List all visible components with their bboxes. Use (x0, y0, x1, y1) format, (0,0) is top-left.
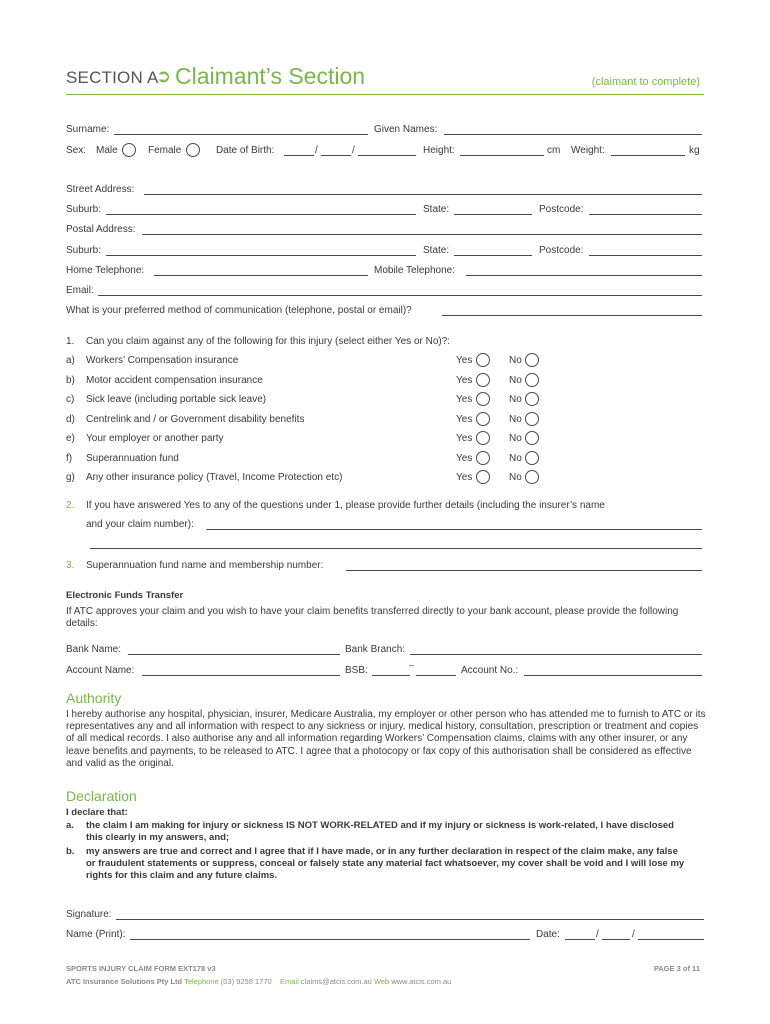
preferred-communication-label: What is your preferred method of communication (telephone, postal or email)? (66, 305, 412, 316)
yes-label: Yes (456, 472, 473, 483)
cm-unit: cm (547, 145, 561, 156)
no-radio[interactable] (525, 412, 539, 426)
yes-radio[interactable] (476, 451, 490, 465)
suburb-label: Suburb: (66, 204, 102, 215)
header-divider (66, 94, 704, 95)
postal-address-field[interactable] (142, 234, 702, 235)
dob-month-field[interactable] (321, 155, 351, 156)
no-radio[interactable] (525, 470, 539, 484)
signature-field[interactable] (116, 919, 704, 920)
yes-label: Yes (456, 394, 473, 405)
yes-label: Yes (456, 375, 473, 386)
account-number-field[interactable] (524, 675, 702, 676)
question-1-item-letter: c) (66, 394, 75, 405)
question-1-number: 1. (66, 336, 75, 347)
declaration-a-text: the claim I am making for injury or sickness IS NOT WORK-RELATED and if my injury or sickness is work-related, I have disclosed this clearly in my answers, and; (86, 820, 674, 844)
authority-title: Authority (66, 690, 122, 706)
question-1-item-letter: d) (66, 414, 75, 425)
date-separator: / (596, 929, 599, 940)
mobile-telephone-field[interactable] (466, 275, 702, 276)
question-2-field[interactable] (206, 529, 702, 530)
name-print-label: Name (Print): (66, 929, 126, 940)
yes-radio[interactable] (476, 470, 490, 484)
question-2-field-line2[interactable] (90, 548, 702, 549)
question-1-item-text: Centrelink and / or Government disability benefits (86, 414, 305, 425)
no-label: No (509, 433, 522, 444)
question-3-field[interactable] (346, 570, 702, 571)
question-1-item-text: Superannuation fund (86, 453, 179, 464)
home-telephone-field[interactable] (154, 275, 368, 276)
footer-telephone-label: Telephone (184, 977, 219, 986)
bsb-dash: – (409, 660, 415, 670)
no-label: No (509, 472, 522, 483)
weight-label: Weight: (571, 145, 605, 156)
postal-suburb-label: Suburb: (66, 245, 102, 256)
section-note: (claimant to complete) (591, 76, 700, 88)
postal-state-field[interactable] (454, 255, 532, 256)
yes-radio[interactable] (476, 353, 490, 367)
bsb-label: BSB: (345, 665, 368, 676)
question-1-item-text: Any other insurance policy (Travel, Income Protection etc) (86, 472, 343, 483)
date-month-field[interactable] (602, 939, 630, 940)
yes-radio[interactable] (476, 431, 490, 445)
date-separator: / (632, 929, 635, 940)
postal-address-label: Postal Address: (66, 224, 136, 235)
state-label: State: (423, 204, 450, 215)
no-radio[interactable] (525, 353, 539, 367)
yes-label: Yes (456, 453, 473, 464)
mobile-telephone-label: Mobile Telephone: (374, 265, 455, 276)
no-label: No (509, 355, 522, 366)
bank-branch-label: Bank Branch: (345, 644, 406, 655)
yes-radio[interactable] (476, 412, 490, 426)
postcode-label: Postcode: (539, 204, 584, 215)
declaration-title: Declaration (66, 788, 137, 804)
email-label: Email: (66, 285, 94, 296)
footer-web[interactable]: www.atcis.com.au (391, 977, 452, 986)
footer-email-label: Email (280, 977, 299, 986)
street-address-label: Street Address: (66, 184, 135, 195)
bank-name-label: Bank Name: (66, 644, 122, 655)
postal-suburb-field[interactable] (106, 255, 416, 256)
declaration-a-letter: a. (66, 820, 74, 831)
question-2-number: 2. (66, 500, 75, 511)
no-radio[interactable] (525, 392, 539, 406)
footer-page-number: PAGE 3 of 11 (653, 964, 700, 973)
postal-postcode-label: Postcode: (539, 245, 584, 256)
footer-web-label: Web (373, 977, 390, 986)
footer-email[interactable]: claims@atcis.com.au (300, 977, 372, 986)
section-label: SECTION A (66, 68, 159, 87)
footer-telephone: (03) 9258 1770 (220, 977, 272, 986)
male-radio[interactable] (122, 143, 136, 157)
date-day-field[interactable] (565, 939, 595, 940)
question-2-text-cont: and your claim number): (86, 519, 194, 530)
declaration-intro: I declare that: (66, 807, 128, 818)
male-label: Male (96, 145, 118, 156)
postal-postcode-field[interactable] (589, 255, 702, 256)
dob-day-field[interactable] (284, 155, 314, 156)
dob-separator: / (352, 145, 355, 156)
suburb-field[interactable] (106, 214, 416, 215)
eft-title: Electronic Funds Transfer (66, 590, 184, 601)
question-3-text: Superannuation fund name and membership number: (86, 560, 324, 571)
postal-state-label: State: (423, 245, 450, 256)
bank-branch-field[interactable] (410, 654, 702, 655)
date-label: Date: (536, 929, 560, 940)
bsb-field-2[interactable] (416, 675, 456, 676)
no-label: No (509, 414, 522, 425)
question-1-item-letter: a) (66, 355, 75, 366)
dob-year-field[interactable] (358, 155, 416, 156)
dob-separator: / (315, 145, 318, 156)
name-print-field[interactable] (130, 939, 530, 940)
eft-text: If ATC approves your claim and you wish to have your claim benefits transferred directly to your bank account, please provide the following details: (66, 606, 679, 630)
no-radio[interactable] (525, 431, 539, 445)
preferred-communication-field[interactable] (442, 315, 702, 316)
given-names-field[interactable] (444, 134, 702, 135)
declaration-b-letter: b. (66, 846, 75, 857)
question-2-text: If you have answered Yes to any of the questions under 1, please provide further details (including the insurer’s name (86, 500, 605, 511)
yes-label: Yes (456, 433, 473, 444)
dob-label: Date of Birth: (216, 145, 275, 156)
surname-field[interactable] (114, 134, 368, 135)
signature-label: Signature: (66, 909, 112, 920)
footer-contact (66, 977, 451, 986)
female-label: Female (148, 145, 182, 156)
female-radio[interactable] (186, 143, 200, 157)
weight-field[interactable] (611, 155, 685, 156)
question-1-text: Can you claim against any of the following for this injury (select either Yes or No)?: (86, 336, 451, 347)
surname-label: Surname: (66, 124, 110, 135)
yes-label: Yes (456, 414, 473, 425)
footer-company: ATC Insurance Solutions Pty Ltd (66, 977, 183, 986)
section-title: Claimant’s Section (175, 63, 366, 89)
question-1-item-letter: g) (66, 472, 75, 483)
account-number-label: Account No.: (461, 665, 519, 676)
no-radio[interactable] (525, 451, 539, 465)
no-label: No (509, 394, 522, 405)
question-1-item-letter: f) (66, 453, 73, 464)
given-names-label: Given Names: (374, 124, 438, 135)
kg-unit: kg (689, 145, 700, 156)
no-label: No (509, 453, 522, 464)
account-name-label: Account Name: (66, 665, 135, 676)
question-3-number: 3. (66, 560, 75, 571)
no-radio[interactable] (525, 373, 539, 387)
bank-name-field[interactable] (128, 654, 340, 655)
height-field[interactable] (460, 155, 544, 156)
yes-radio[interactable] (476, 392, 490, 406)
state-field[interactable] (454, 214, 532, 215)
question-1-item-letter: b) (66, 375, 75, 386)
sex-label: Sex: (66, 145, 87, 156)
question-1-item-text: Motor accident compensation insurance (86, 375, 263, 386)
yes-label: Yes (456, 355, 473, 366)
home-telephone-label: Home Telephone: (66, 265, 145, 276)
authority-text: I hereby authorise any hospital, physician, insurer, Medicare Australia, my employer or other person who has attended me to furnish to ATC or its representatives any and all information with respect to any sickness or injury, medical history, consultation, prescription or treatment and copies of all medical records. I also authorise any and all information regarding Workers’ Compensation claims, claims with any other insurer, or any leave benefits and payments, to be released to ATC. I agree that a photocopy or fax copy of this authorisation shall be considered as effective and valid as the original. (66, 709, 706, 769)
footer-form-id: SPORTS INJURY CLAIM FORM EXT178 v3 (66, 964, 216, 973)
declaration-b-text: my answers are true and correct and I agree that if I have made, or in any further declaration in respect of the claim make, any false or fraudulent statements or suppress, conceal or falsely state any material fact whatsoever, my cover shall be void and I will lose my rights for this claim and any future claims. (86, 846, 685, 882)
question-1-item-text: Workers’ Compensation insurance (86, 355, 239, 366)
no-label: No (509, 375, 522, 386)
question-1-item-text: Sick leave (including portable sick leave) (86, 394, 267, 405)
bsb-field-1[interactable] (372, 675, 410, 676)
postcode-field[interactable] (589, 214, 702, 215)
email-field[interactable] (98, 295, 702, 296)
height-label: Height: (423, 145, 455, 156)
yes-radio[interactable] (476, 373, 490, 387)
street-address-field[interactable] (144, 194, 702, 195)
question-1-item-text: Your employer or another party (86, 433, 224, 444)
date-year-field[interactable] (638, 939, 704, 940)
arrow-icon: ➲ (156, 66, 172, 86)
account-name-field[interactable] (142, 675, 340, 676)
question-1-item-letter: e) (66, 433, 75, 444)
